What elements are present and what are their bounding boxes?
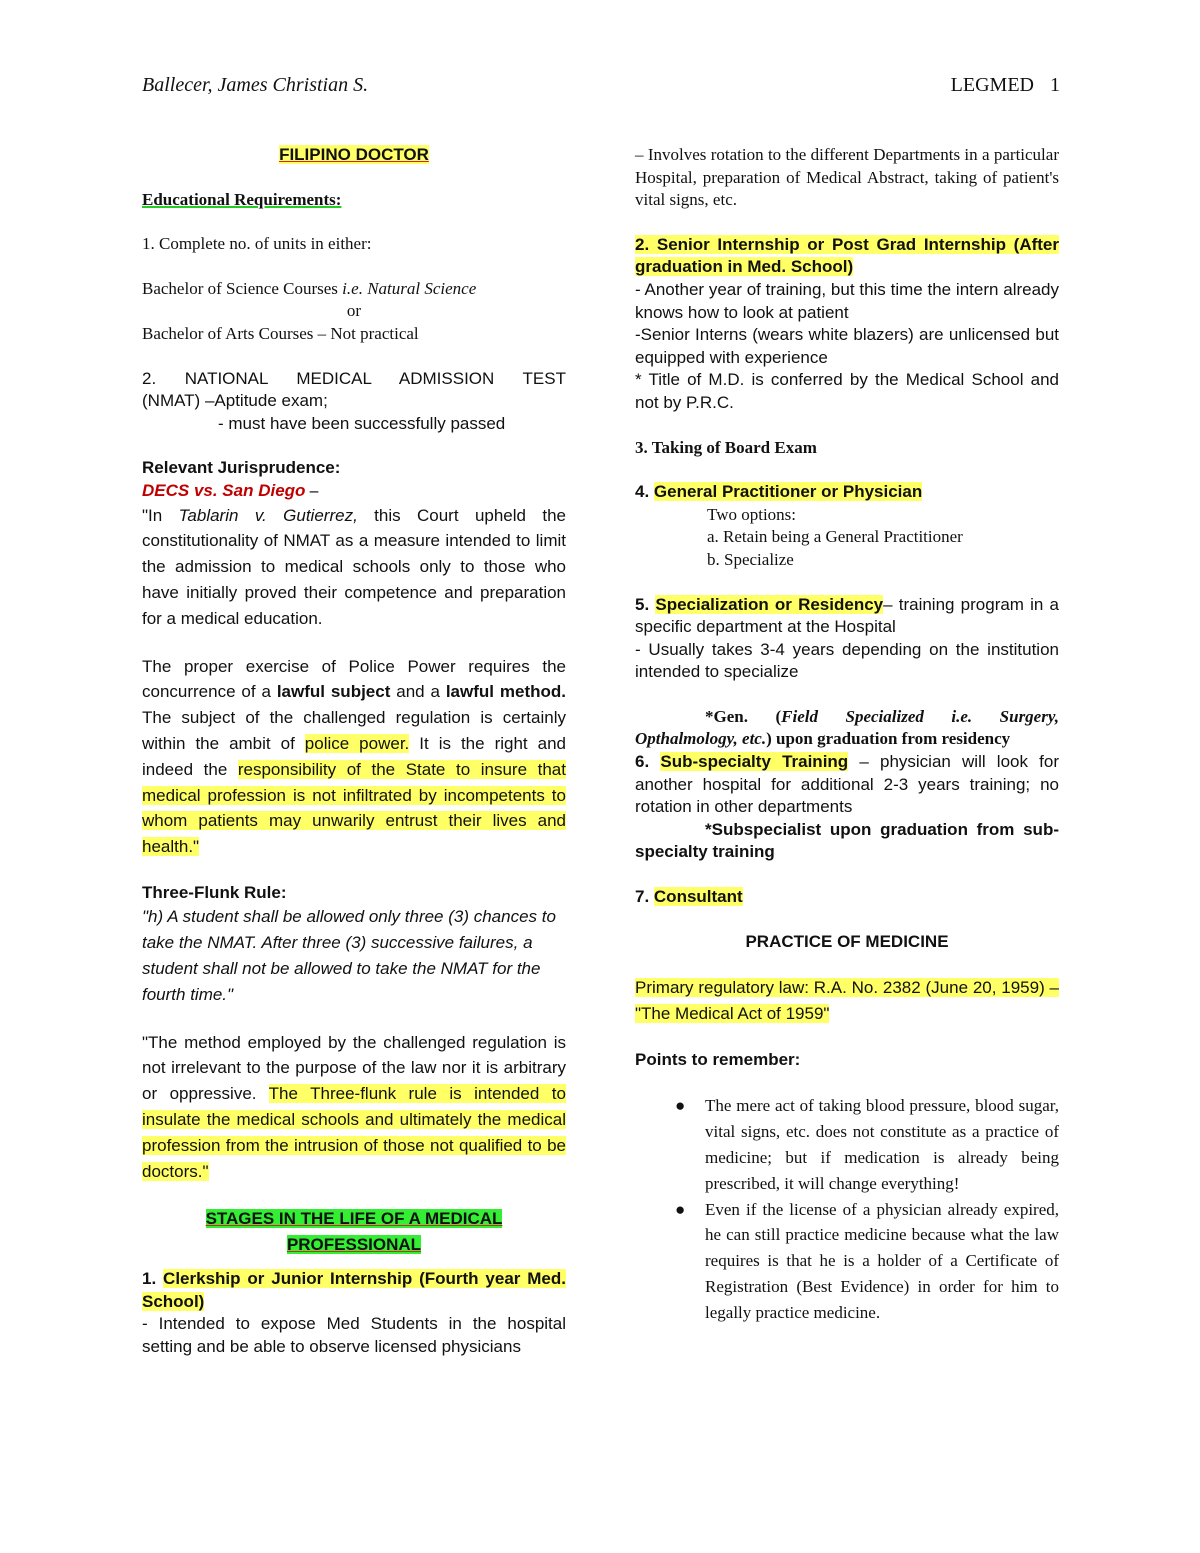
stage-1-continued: – Involves rotation to the different Departments in a particular Hospital, preparation of Medical Abstract, taking of patient's vital signs, etc. — [635, 145, 1059, 210]
stage-3: 3. Taking of Board Exam — [635, 437, 817, 457]
points-list — [635, 1093, 1059, 1325]
stage-2-line1: - Another year of training, but this time the intern already knows how to look at patient — [635, 279, 1059, 322]
doc-title: FILIPINO DOCTOR — [279, 145, 429, 164]
stage-2-title: 2. Senior Internship or Post Grad Internship (After graduation in Med. School) — [635, 234, 1059, 277]
primary-law: Primary regulatory law: R.A. No. 2382 (June 20, 1959) – "The Medical Act of 1959" — [635, 978, 1059, 1024]
stage-1-title: 1. Clerkship or Junior Internship (Fourth year Med. School) — [142, 1269, 566, 1311]
quote-paragraph-1: "In Tablarin v. Gutierrez, this Court upheld the constitutionality of NMAT as a measure intended to limit the admission to medical schools only to those who have initially proved their competence and preparation for a medical education. — [142, 505, 566, 628]
requirement-1: 1. Complete no. of units in either: — [142, 234, 372, 254]
list-item: ● Even if the license of a physician already expired, he can still practice medicine because what the law requires is that he is a holder of a Certificate of Registration (Best Evidence) in order for him to legally practice medicine. — [635, 1197, 1059, 1326]
requirement-2-note: - must have been successfully passed — [218, 413, 506, 433]
stages-heading: STAGES IN THE LIFE OF A MEDICAL PROFESSIONAL — [205, 1209, 503, 1255]
list-item: ● The mere act of taking blood pressure, blood sugar, vital signs, etc. does not constitute as a practice of medicine; but if medication is already being prescribed, it will change everything! — [635, 1093, 1059, 1196]
bullet-icon: ● — [675, 1199, 686, 1219]
quote-paragraph-2: The proper exercise of Police Power requires the concurrence of a lawful subject and a lawful method. The subject of the challenged regulation is certainly within the ambit of police power. It is the right and indeed the responsibility of the State to insure that medical profession is not infiltrated by incompetents to whom patients may unwarily entrust their lives and health." — [142, 656, 566, 857]
requirement-2-line2: (NMAT) –Aptitude exam; — [142, 391, 328, 411]
right-column — [635, 144, 1059, 1326]
quote-paragraph-4: "The method employed by the challenged regulation is not irrelevant to the purpose of the law nor it is arbitrary or oppressive. The Three-flunk rule is intended to insulate the medical schools and ultimately the medical profession from the intrusion of those not qualified to be doctors." — [142, 1032, 566, 1181]
stage-4-options: Two options: — [707, 504, 797, 524]
stage-5-title: 5. Specialization or Residency– training program in a specific department at the Hospital — [635, 594, 1059, 637]
header-right — [935, 74, 1060, 97]
stage-6-note: *Subspecialist upon graduation from sub-specialty training — [635, 819, 1059, 862]
stage-5-gen: *Gen. (Field Specialized i.e. Surgery, Opthalmology, etc.) upon graduation from residency — [635, 706, 1060, 749]
practice-heading: PRACTICE OF MEDICINE — [745, 931, 949, 951]
author-name: Ballecer, James Christian S. — [142, 74, 369, 96]
points-heading: Points to remember: — [635, 1049, 801, 1069]
stage-6-title: 6. Sub-specialty Training – physician will look for another hospital for additional 2-3 years training; no rotation in other departments — [635, 752, 1060, 817]
left-column — [142, 144, 566, 1358]
stage-2-line3: * Title of M.D. is conferred by the Medical School and not by P.R.C. — [635, 370, 1059, 412]
case-title: DECS vs. San Diego – — [142, 480, 319, 500]
bs-courses: Bachelor of Science Courses i.e. Natural Science — [142, 278, 477, 298]
bullet-icon: ● — [675, 1096, 686, 1116]
stage-7-title: 7. Consultant — [635, 887, 743, 907]
ba-courses: Bachelor of Arts Courses – Not practical — [142, 323, 419, 343]
three-flunk-heading: Three-Flunk Rule: — [142, 882, 287, 902]
three-flunk-quote: "h) A student shall be allowed only three (3) chances to take the NMAT. After three (3) successive failures, a student shall not be allowed to take the NMAT for the fourth time." — [142, 907, 556, 1004]
or-text: or — [346, 301, 362, 321]
requirement-2-line1: 2. NATIONAL MEDICAL ADMISSION TEST — [142, 368, 566, 388]
stage-4-option-b: b. Specialize — [707, 549, 794, 569]
stage-4-option-a: a. Retain being a General Practitioner — [707, 527, 963, 547]
stage-4-title: 4. General Practitioner or Physician — [635, 482, 923, 502]
stage-1-desc: - Intended to expose Med Students in the hospital setting and be able to observe licensed physicians — [142, 1314, 566, 1356]
page-number: 1 — [1050, 74, 1060, 96]
edu-heading: Educational Requirements: — [142, 189, 342, 209]
course-code: LEGMED — [950, 74, 1034, 96]
page-header — [142, 74, 1060, 100]
stage-5-line2: - Usually takes 3-4 years depending on the institution intended to specialize — [635, 639, 1059, 682]
stage-2-line2: -Senior Interns (wears white blazers) are unlicensed but equipped with experience — [635, 325, 1059, 367]
jurisprudence-heading: Relevant Jurisprudence: — [142, 458, 341, 478]
